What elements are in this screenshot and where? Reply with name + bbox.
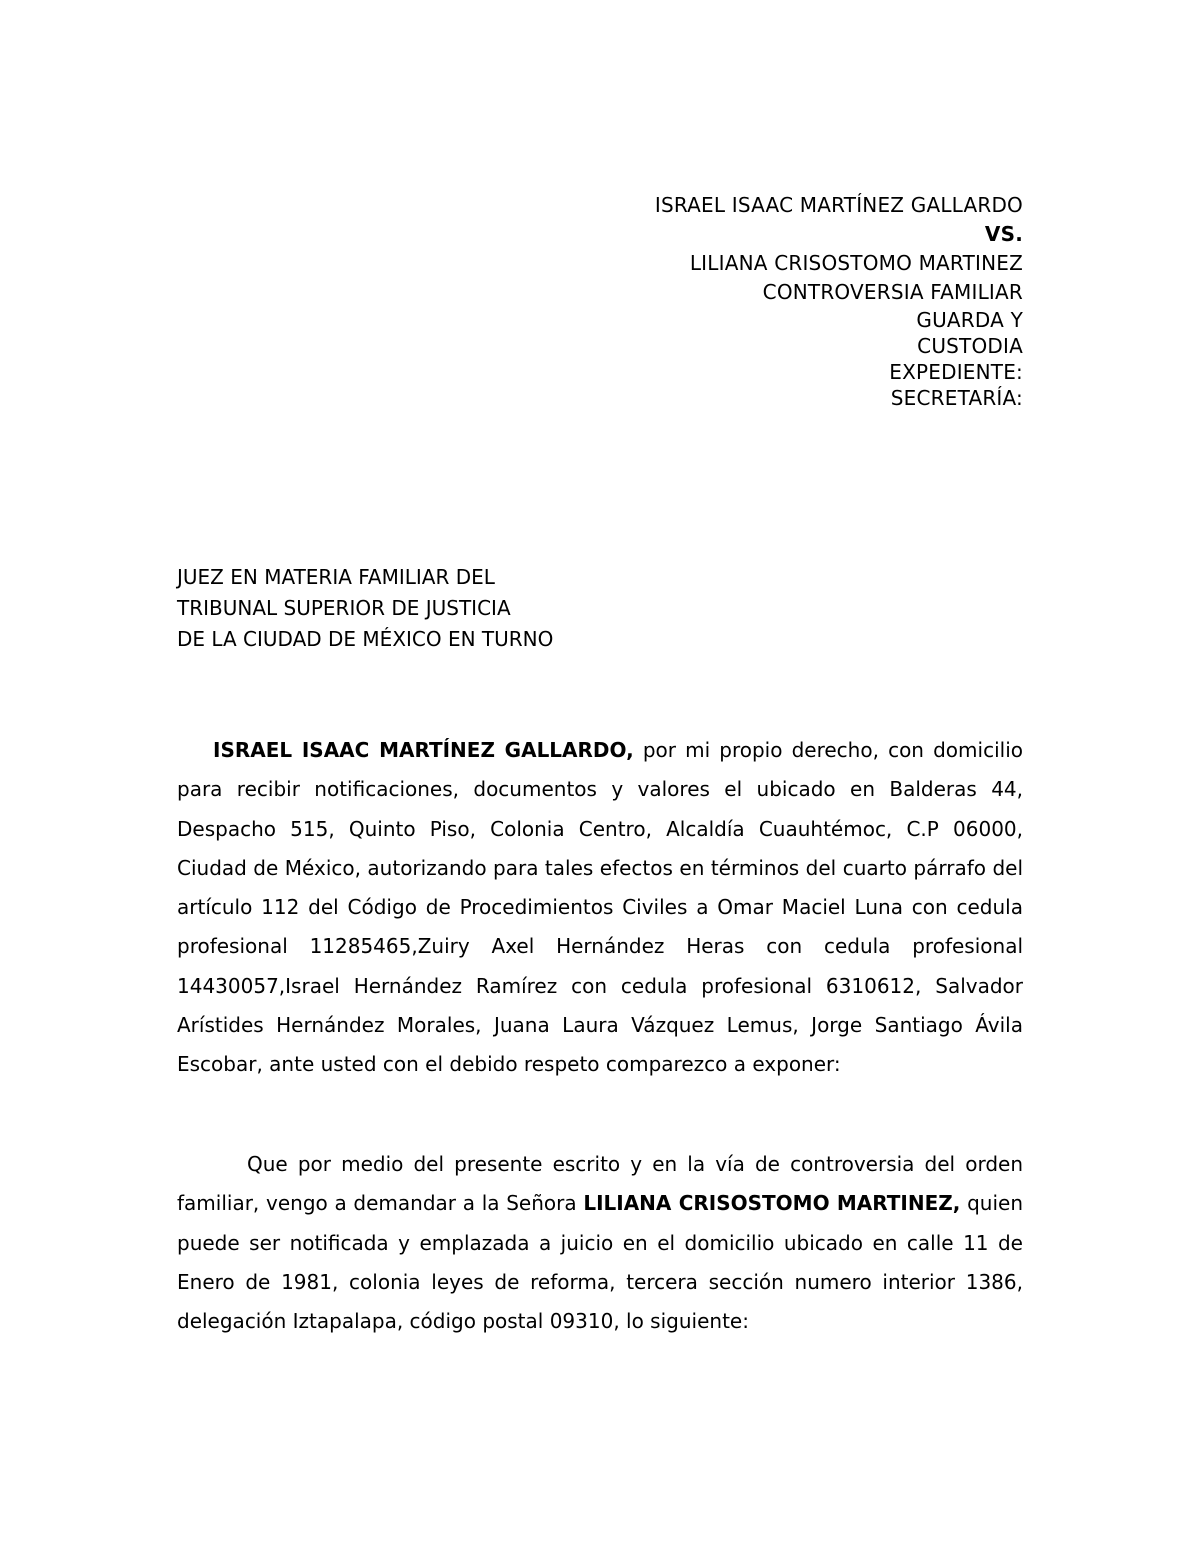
versus-label: VS.	[984, 222, 1023, 246]
paragraph-introduction	[177, 731, 1023, 1085]
paragraph-demand	[177, 1145, 1023, 1341]
paragraph-demand-text-after: quien puede ser notificada y emplazada a juicio en el domicilio ubicado en calle 11 de Enero de 1981, colonia leyes de reforma, tercera sección numero interior 1386, delegación Iztapalapa, código postal 09310, lo siguiente:	[177, 1191, 1024, 1334]
secretaria-label: SECRETARÍA:	[890, 386, 1023, 410]
addressee-line-1: JUEZ EN MATERIA FAMILIAR DEL	[177, 565, 495, 589]
defendant-name-inline: LILIANA CRISOSTOMO MARTINEZ,	[583, 1191, 961, 1216]
case-heading	[423, 191, 1023, 411]
plaintiff-name-inline: ISRAEL ISAAC MARTÍNEZ GALLARDO,	[213, 738, 634, 762]
case-subject-line-1: GUARDA Y	[916, 308, 1023, 332]
paragraph-introduction-text: por mi propio derecho, con domicilio para recibir notificaciones, documentos y valores el ubicado en Balderas 44, Despacho 515, Quinto Piso, Colonia Centro, Alcaldía Cuauhtémoc, C.P 06000, Ciudad de México, autorizando para tales efectos en términos del cuarto párrafo del artículo 112 del Código de Procedimientos Civiles a Omar Maciel Luna con cedula profesional 11285465,Zuiry Axel Hernández Heras con cedula profesional 14430057,Israel Hernández Ramírez con cedula profesional 6310612, Salvador Arístides Hernández Morales, Juana Laura Vázquez Lemus, Jorge Santiago Ávila Escobar, ante usted con el debido respeto comparezco a exponer:	[177, 738, 1023, 1077]
plaintiff-name: ISRAEL ISAAC MARTÍNEZ GALLARDO	[654, 193, 1023, 217]
defendant-name: LILIANA CRISOSTOMO MARTINEZ	[689, 251, 1023, 275]
addressee-line-3: DE LA CIUDAD DE MÉXICO EN TURNO	[177, 627, 554, 651]
case-subject-line-2: CUSTODIA	[917, 334, 1023, 358]
addressee-block	[177, 562, 877, 655]
addressee-line-2: TRIBUNAL SUPERIOR DE JUSTICIA	[177, 596, 511, 620]
paragraph-demand-text-before: Que por medio del presente escrito y en la vía de controversia del orden familiar, vengo a demandar a la Señora	[177, 1152, 1023, 1216]
expediente-label: EXPEDIENTE:	[889, 360, 1023, 384]
case-type: CONTROVERSIA FAMILIAR	[762, 280, 1023, 304]
